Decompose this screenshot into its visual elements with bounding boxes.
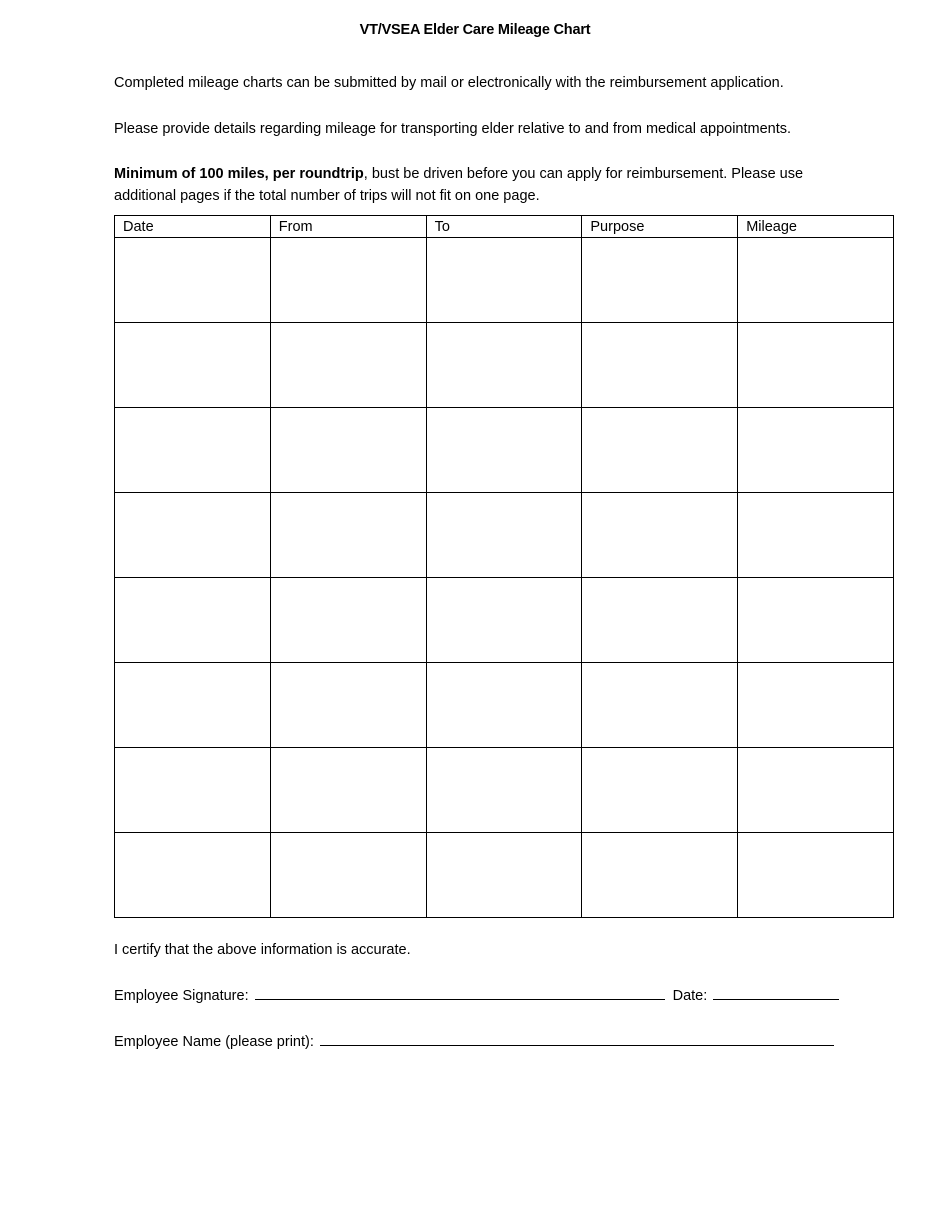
table-row [115, 408, 894, 493]
from-cell[interactable] [270, 493, 426, 578]
requirement-text: , bust be driven before you can apply for reimbursement. Please use additional pages if the total number of trips will not fit on one page. [114, 166, 804, 204]
date-cell[interactable] [115, 663, 271, 748]
table-row [115, 663, 894, 748]
mileage-cell[interactable] [738, 833, 894, 918]
from-cell[interactable] [270, 578, 426, 663]
to-cell[interactable] [426, 748, 582, 833]
date-field[interactable] [713, 985, 839, 1000]
mileage-cell[interactable] [738, 493, 894, 578]
mileage-cell[interactable] [738, 578, 894, 663]
employee-name-field[interactable] [320, 1031, 834, 1046]
mileage-cell[interactable] [738, 323, 894, 408]
to-cell[interactable] [426, 578, 582, 663]
table-row [115, 833, 894, 918]
signature-field[interactable] [255, 985, 665, 1000]
from-cell[interactable] [270, 748, 426, 833]
employee-name-line [114, 1031, 854, 1053]
requirement-bold-text: Minimum of 100 miles, per roundtrip [114, 166, 364, 182]
table-row [115, 323, 894, 408]
date-cell[interactable] [115, 748, 271, 833]
column-header-from: From [270, 216, 426, 238]
intro-paragraph-details: Please provide details regarding mileage for transporting elder relative to and from medical appointments. [114, 121, 792, 137]
from-cell[interactable] [270, 408, 426, 493]
column-header-purpose: Purpose [582, 216, 738, 238]
mileage-cell[interactable] [738, 408, 894, 493]
mileage-cell[interactable] [738, 663, 894, 748]
purpose-cell[interactable] [582, 578, 738, 663]
from-cell[interactable] [270, 833, 426, 918]
date-cell[interactable] [115, 833, 271, 918]
purpose-cell[interactable] [582, 493, 738, 578]
purpose-cell[interactable] [582, 323, 738, 408]
purpose-cell[interactable] [582, 748, 738, 833]
requirement-paragraph [114, 163, 859, 207]
mileage-table [114, 215, 894, 918]
table-row [115, 238, 894, 323]
column-header-to: To [426, 216, 582, 238]
to-cell[interactable] [426, 238, 582, 323]
column-header-date: Date [115, 216, 271, 238]
signature-label: Employee Signature: [114, 988, 249, 1004]
signature-line [114, 985, 854, 1007]
table-row [115, 493, 894, 578]
table-row [115, 578, 894, 663]
to-cell[interactable] [426, 408, 582, 493]
to-cell[interactable] [426, 493, 582, 578]
page-title: VT/VSEA Elder Care Mileage Chart [359, 22, 591, 38]
to-cell[interactable] [426, 323, 582, 408]
purpose-cell[interactable] [582, 663, 738, 748]
from-cell[interactable] [270, 238, 426, 323]
certification-statement: I certify that the above information is accurate. [114, 942, 411, 958]
date-cell[interactable] [115, 578, 271, 663]
from-cell[interactable] [270, 663, 426, 748]
to-cell[interactable] [426, 833, 582, 918]
mileage-cell[interactable] [738, 238, 894, 323]
table-header-row [115, 216, 894, 238]
purpose-cell[interactable] [582, 238, 738, 323]
mileage-cell[interactable] [738, 748, 894, 833]
date-cell[interactable] [115, 323, 271, 408]
column-header-mileage: Mileage [738, 216, 894, 238]
intro-paragraph-submission: Completed mileage charts can be submitted by mail or electronically with the reimbursement application. [114, 75, 784, 91]
date-cell[interactable] [115, 493, 271, 578]
employee-name-label: Employee Name (please print): [114, 1034, 314, 1050]
date-cell[interactable] [115, 408, 271, 493]
from-cell[interactable] [270, 323, 426, 408]
date-label: Date: [672, 988, 708, 1004]
purpose-cell[interactable] [582, 833, 738, 918]
purpose-cell[interactable] [582, 408, 738, 493]
to-cell[interactable] [426, 663, 582, 748]
date-cell[interactable] [115, 238, 271, 323]
table-row [115, 748, 894, 833]
